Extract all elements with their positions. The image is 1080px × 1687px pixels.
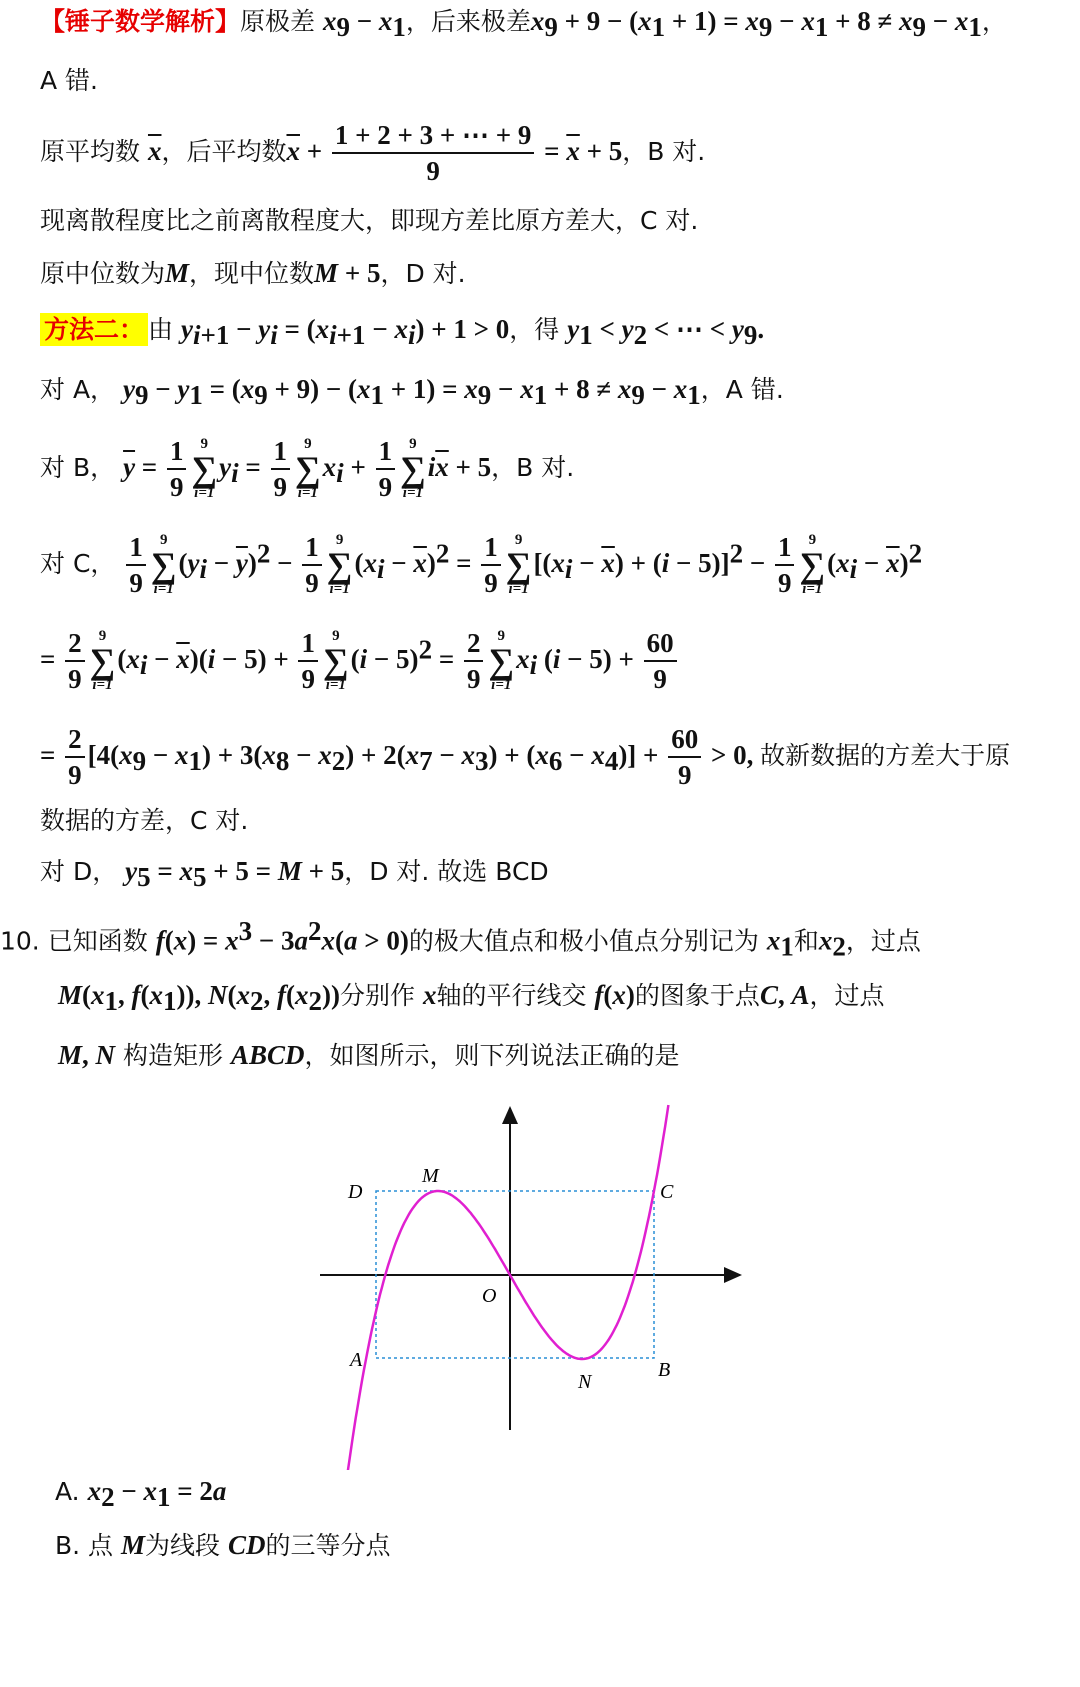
line-11: = $\frac{2}{9}$ $[4(x_9 - x_1) + 3(x_8 - x_2) + 2(x_7 - x_3) + (x_6 - x_4)]$ + $\frac{60}{9}$ > 0, 故新数据的方差大于原 <box>40 724 1011 790</box>
label-a: A <box>350 1349 363 1371</box>
line-8: 对 B， $\overline{y}$ = $\frac{1}{9}$ 9 ∑ i=1 $y_i$ = $\frac{1}{9}$ 9 ∑ i=1 $x_i$ + $\frac{1}{9}$ 9 ∑ i=1 $i\overline{x} + 5$，B 对. <box>40 436 575 502</box>
line-3: 原平均数 $\overline{x}$，后平均数$\overline{x}$ + $\frac{1 + 2 + 3 + \cdots + 9}{9}$ = $\overline{x} + 5$，B 对. <box>40 120 706 186</box>
option-a[interactable]: A. $x_2 - x_1 = 2a$ <box>55 1476 227 1512</box>
line-12: 数据的方差，C 对. <box>40 806 249 835</box>
line-9: 对 C， $\frac{1}{9}$ 9 ∑ i=1 $(y_i - \overline{y})^2$ − $\frac{1}{9}$ 9 ∑ i=1 $(x_i - \overline{x})^2$ = $\frac{1}{9}$ 9 ∑ i=1 $[(x_i - \overline{x}) + (i - 5)]^2$ − $\frac{1}{9}$ 9 ∑ i=1 $(x_i - \overline{x})^2$ <box>40 532 923 598</box>
option-b[interactable]: B. 点 M为线段 CD的三等分点 <box>55 1530 391 1560</box>
line-4: 现离散程度比之前离散程度大，即现方差比原方差大，C 对. <box>40 206 699 235</box>
line-2: A 错. <box>40 66 98 95</box>
line-10: = $\frac{2}{9}$ 9 ∑ i=1 $(x_i - \overline{x})(i - 5)$ + $\frac{1}{9}$ 9 ∑ i=1 $(i - 5)^2$ = $\frac{2}{9}$ 9 ∑ i=1 $x_i$ (i − 5) + $\frac{60}{9}$ <box>40 626 680 696</box>
label-o: O <box>482 1285 497 1307</box>
label-c: C <box>660 1181 674 1203</box>
line-13: 对 D， $y_5 = x_5 + 5 = M + 5$，D 对. 故选 BCD <box>40 856 549 892</box>
source-tag: 【锤子数学解析】 <box>40 7 241 36</box>
line-1: 【锤子数学解析】原极差 $x_9 - x_1$，后来极差$x_9 + 9 - (x_1 + 1) = x_9 - x_1 + 8 \ne x_9 - x_1$， <box>40 6 1007 42</box>
question-10-line-2: $M(x_1$, $f(x_1)$), $N(x_2$, $f(x_2)$)分别作 x轴的平行线交 f(x)的图象于点C, A，过点 <box>58 980 885 1016</box>
label-d: D <box>348 1181 363 1203</box>
cubic-curve <box>348 1105 669 1470</box>
label-m: M <box>422 1165 439 1187</box>
line-7: 对 A， $y_9 - y_1 = (x_9 + 9) - (x_1 + 1) = x_9 - x_1 + 8 \ne x_9 - x_1$，A 错. <box>40 374 784 410</box>
label-b: B <box>658 1359 671 1381</box>
line-6: 方法二： 由 $y_{i+1} - y_i = (x_{i+1} - x_i) + 1 > 0$，得 $y_1 < y_2$ < ⋯ < $y_9$. <box>40 312 764 352</box>
function-graph <box>310 1100 760 1470</box>
method-two-tag: 方法二： <box>40 313 148 346</box>
question-10-line-3: M, N 构造矩形 ABCD，如图所示，则下列说法正确的是 <box>58 1040 680 1070</box>
question-10-line-1: 10. 已知函数 $f(x) = x^3 - 3a^2x(a > 0)$的极大值点和极小值点分别记为 $x_1$和$x_2$，过点 <box>0 916 921 962</box>
label-n: N <box>578 1371 592 1393</box>
line-5: 原中位数为M，现中位数M + 5，D 对. <box>40 258 466 288</box>
